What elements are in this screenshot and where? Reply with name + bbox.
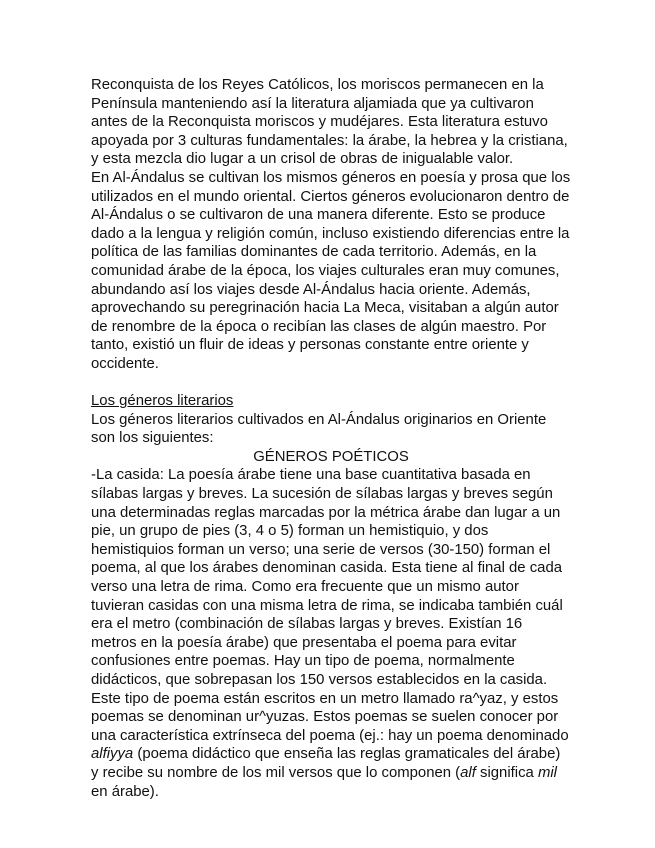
mil-term: mil xyxy=(537,764,557,781)
casida-text-2: (poema didáctico que enseña las reglas gramaticales del árabe) y recibe su nombre de los mil versos que lo componen ( xyxy=(91,746,561,781)
casida-text-4: en árabe). xyxy=(91,783,159,800)
casida-paragraph xyxy=(91,466,571,801)
intro-paragraph: Reconquista de los Reyes Católicos, los moriscos permanecen en la Península manteniendo así la literatura aljamiada que ya cultivaron antes de la Reconquista moriscos y mudéjares. Esta literatura estuvo apoyada por 3 culturas fundamentales: la árabe, la hebrea y la cristiana, y esta mezcla dio lugar a un crisol de obras de inigualable valor. xyxy=(91,77,568,168)
document-page xyxy=(91,76,571,801)
al-andalus-paragraph: En Al-Ándalus se cultivan los mismos géneros en poesía y prosa que los utilizados en el mundo oriental. Ciertos géneros evolucionaron dentro de Al-Ándalus o se cultivaron de una manera diferente. Esto se produce dado a la lengua y religión común, incluso existiendo diferencias entre la política de las familias dominantes de cada territorio. Además, en la comunidad árabe de la época, los viajes culturales eran muy comunes, abundando así los viajes desde Al-Ándalus hacia oriente. Además, aprovechando su peregrinación hacia La Meca, visitaban a algún autor de renombre de la época o recibían las clases de algún maestro. Por tanto, existió un fluir de ideas y personas constante entre oriente y occidente. xyxy=(91,169,571,372)
poetic-genres-heading: GÉNEROS POÉTICOS xyxy=(253,448,409,465)
paragraph-spacer xyxy=(91,374,571,393)
section-intro: Los géneros literarios cultivados en Al-Ándalus originarios en Oriente son los siguientes: xyxy=(91,411,547,447)
casida-text-3: significa xyxy=(475,764,538,781)
casida-text-1: -La casida: La poesía árabe tiene una base cuantitativa basada en sílabas largas y breves. La sucesión de sílabas largas y breves según una determinadas reglas marcadas por la métrica árabe dan lugar a un pie, un grupo de pies (3, 4 o 5) forman un hemistiquio, y dos hemistiquios forman un verso; una serie de versos (30-150) forman el poema, al que los árabes denominan casida. Esta tiene al final de cada verso una letra de rima. Como era frecuente que un mismo autor tuvieran casidas con una misma letra de rima, se indicaba también cuál era el metro (combinación de sílabas largas y breves. Existían 16 metros en la poesía árabe) que presentaba el poema para evitar confusiones entre poemas. Hay un tipo de poema, normalmente didácticos, que sobrepasan los 150 versos establecidos en la casida. Este tipo de poema están escritos en un metro llamado ra^yaz, y estos poemas se denominan ur^yuzas. Estos poemas se suelen conocer por una característica extrínseca del poema (ej.: hay un poema denominado xyxy=(91,467,569,744)
section-heading: Los géneros literarios xyxy=(91,393,234,410)
alf-term: alf xyxy=(460,764,476,781)
alfiyya-term: alfiyya xyxy=(91,746,134,763)
